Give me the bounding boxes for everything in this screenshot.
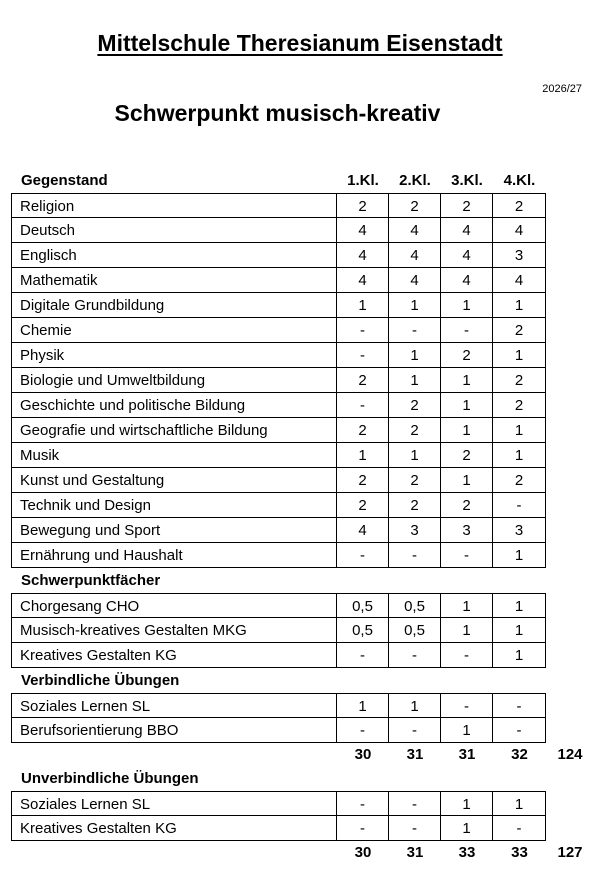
total-class-1: 30 bbox=[354, 844, 372, 861]
subject-name: Bewegung und Sport bbox=[11, 518, 337, 543]
hours-class-1: 4 bbox=[337, 218, 389, 243]
hours-class-2: 3 bbox=[389, 518, 441, 543]
hours-class-4: 3 bbox=[493, 243, 546, 268]
subject-name: Musik bbox=[11, 443, 337, 468]
hours-class-3: 1 bbox=[441, 293, 493, 318]
hours-class-3: 1 bbox=[441, 816, 493, 841]
subject-name: Digitale Grundbildung bbox=[11, 293, 337, 318]
subtotal-class-3: 31 bbox=[458, 746, 476, 763]
hours-class-3: 2 bbox=[441, 193, 493, 218]
focus-title: Schwerpunkt musisch-kreativ bbox=[114, 100, 441, 126]
hours-class-1: 4 bbox=[337, 268, 389, 293]
total-sum: 127 bbox=[557, 844, 583, 861]
hours-class-4: 2 bbox=[493, 318, 546, 343]
subject-name: Kreatives Gestalten KG bbox=[11, 643, 337, 668]
section-title: Unverbindliche Übungen bbox=[21, 770, 199, 787]
hours-class-4: 1 bbox=[493, 443, 546, 468]
hours-class-1: 1 bbox=[337, 693, 389, 718]
hours-class-1: 4 bbox=[337, 518, 389, 543]
subject-name: Mathematik bbox=[11, 268, 337, 293]
hours-class-2: 2 bbox=[389, 193, 441, 218]
hours-class-3: - bbox=[441, 318, 493, 343]
subject-name: Kreatives Gestalten KG bbox=[11, 816, 337, 841]
subject-name: Kunst und Gestaltung bbox=[11, 468, 337, 493]
total-class-3: 33 bbox=[458, 844, 476, 861]
hours-class-3: 1 bbox=[441, 468, 493, 493]
table-row bbox=[0, 318, 600, 343]
subject-name: Ernährung und Haushalt bbox=[11, 543, 337, 568]
hours-class-4: 2 bbox=[493, 193, 546, 218]
table-row bbox=[0, 418, 600, 443]
hours-class-4: 1 bbox=[493, 593, 546, 618]
hours-class-2: - bbox=[389, 718, 441, 743]
hours-class-3: 1 bbox=[441, 393, 493, 418]
hours-class-4: - bbox=[493, 693, 546, 718]
hours-class-4: 1 bbox=[493, 543, 546, 568]
hours-class-1: - bbox=[337, 318, 389, 343]
subject-name: Physik bbox=[11, 343, 337, 368]
table-row bbox=[0, 618, 600, 643]
hours-class-4: - bbox=[493, 718, 546, 743]
hours-class-3: 3 bbox=[441, 518, 493, 543]
subtotal-class-1: 30 bbox=[354, 746, 372, 763]
section-heading-mandatory bbox=[0, 668, 600, 693]
hours-class-1: - bbox=[337, 543, 389, 568]
hours-class-3: 4 bbox=[441, 243, 493, 268]
hours-class-2: 0,5 bbox=[389, 593, 441, 618]
hours-class-4: 1 bbox=[493, 293, 546, 318]
subject-name: Chemie bbox=[11, 318, 337, 343]
hours-class-2: 2 bbox=[389, 493, 441, 518]
hours-class-3: 1 bbox=[441, 368, 493, 393]
hours-class-1: 4 bbox=[337, 243, 389, 268]
header-class-3: 3.Kl. bbox=[451, 172, 483, 189]
section-title: Schwerpunktfächer bbox=[21, 572, 161, 589]
hours-class-3: 1 bbox=[441, 418, 493, 443]
hours-class-2: 1 bbox=[389, 368, 441, 393]
table-row bbox=[0, 343, 600, 368]
table-row bbox=[0, 693, 600, 718]
table-row bbox=[0, 543, 600, 568]
total-row bbox=[0, 840, 600, 865]
hours-class-1: 1 bbox=[337, 443, 389, 468]
hours-class-2: 1 bbox=[389, 693, 441, 718]
hours-class-4: - bbox=[493, 816, 546, 841]
total-class-4: 33 bbox=[511, 844, 528, 861]
subject-name: Technik und Design bbox=[11, 493, 337, 518]
table-row bbox=[0, 193, 600, 218]
hours-class-2: 2 bbox=[389, 393, 441, 418]
subtotal-class-2: 31 bbox=[406, 746, 424, 763]
hours-class-4: 2 bbox=[493, 368, 546, 393]
subject-name: Englisch bbox=[11, 243, 337, 268]
table-row bbox=[0, 518, 600, 543]
table-row bbox=[0, 493, 600, 518]
table-row bbox=[0, 393, 600, 418]
header-subject: Gegenstand bbox=[21, 172, 108, 189]
hours-class-2: - bbox=[389, 543, 441, 568]
hours-class-4: 1 bbox=[493, 418, 546, 443]
hours-class-1: 2 bbox=[337, 493, 389, 518]
hours-class-1: 2 bbox=[337, 468, 389, 493]
school-year: 2026/27 bbox=[542, 83, 582, 95]
hours-class-2: 0,5 bbox=[389, 618, 441, 643]
school-title: Mittelschule Theresianum Eisenstadt bbox=[97, 30, 503, 56]
hours-class-1: 2 bbox=[337, 368, 389, 393]
hours-class-1: - bbox=[337, 643, 389, 668]
subtotal-sum: 124 bbox=[557, 746, 583, 763]
subject-name: Musisch-kreatives Gestalten MKG bbox=[11, 618, 337, 643]
table-row bbox=[0, 243, 600, 268]
hours-class-1: - bbox=[337, 791, 389, 816]
hours-class-2: 1 bbox=[389, 293, 441, 318]
hours-class-2: - bbox=[389, 816, 441, 841]
hours-class-2: 2 bbox=[389, 468, 441, 493]
hours-class-1: 2 bbox=[337, 193, 389, 218]
subject-name: Religion bbox=[11, 193, 337, 218]
subtotal-class-4: 32 bbox=[511, 746, 528, 763]
hours-class-3: 2 bbox=[441, 493, 493, 518]
hours-class-3: - bbox=[441, 693, 493, 718]
table-row bbox=[0, 643, 600, 668]
header-class-2: 2.Kl. bbox=[399, 172, 431, 189]
hours-class-4: 1 bbox=[493, 618, 546, 643]
hours-class-4: - bbox=[493, 493, 546, 518]
hours-class-2: 4 bbox=[389, 218, 441, 243]
hours-class-4: 3 bbox=[493, 518, 546, 543]
subject-name: Geografie und wirtschaftliche Bildung bbox=[11, 418, 337, 443]
table-row bbox=[0, 268, 600, 293]
table-row bbox=[0, 791, 600, 816]
table-row bbox=[0, 218, 600, 243]
subject-name: Geschichte und politische Bildung bbox=[11, 393, 337, 418]
hours-class-1: 1 bbox=[337, 293, 389, 318]
hours-class-2: - bbox=[389, 318, 441, 343]
header-class-4: 4.Kl. bbox=[503, 172, 536, 189]
hours-class-2: 2 bbox=[389, 418, 441, 443]
hours-class-4: 1 bbox=[493, 343, 546, 368]
subject-name: Soziales Lernen SL bbox=[11, 693, 337, 718]
hours-class-3: - bbox=[441, 643, 493, 668]
table-row bbox=[0, 816, 600, 841]
subject-name: Biologie und Umweltbildung bbox=[11, 368, 337, 393]
hours-class-1: - bbox=[337, 816, 389, 841]
hours-class-4: 1 bbox=[493, 643, 546, 668]
hours-class-1: - bbox=[337, 718, 389, 743]
hours-class-4: 1 bbox=[493, 791, 546, 816]
subject-name: Deutsch bbox=[11, 218, 337, 243]
hours-class-4: 4 bbox=[493, 218, 546, 243]
hours-class-3: 2 bbox=[441, 343, 493, 368]
section-title: Verbindliche Übungen bbox=[21, 672, 180, 689]
section-heading-optional bbox=[0, 766, 600, 791]
table-row bbox=[0, 368, 600, 393]
subject-name: Chorgesang CHO bbox=[11, 593, 337, 618]
subject-name: Soziales Lernen SL bbox=[11, 791, 337, 816]
table-row bbox=[0, 293, 600, 318]
table-row bbox=[0, 468, 600, 493]
total-class-2: 31 bbox=[406, 844, 424, 861]
table-row bbox=[0, 443, 600, 468]
hours-class-3: 2 bbox=[441, 443, 493, 468]
hours-class-3: 1 bbox=[441, 593, 493, 618]
hours-class-3: 1 bbox=[441, 791, 493, 816]
hours-class-2: - bbox=[389, 791, 441, 816]
hours-class-4: 2 bbox=[493, 393, 546, 418]
hours-class-3: 1 bbox=[441, 718, 493, 743]
hours-class-2: 4 bbox=[389, 268, 441, 293]
table-header-row bbox=[0, 168, 600, 193]
hours-class-1: 0,5 bbox=[337, 618, 389, 643]
hours-class-2: 1 bbox=[389, 443, 441, 468]
hours-class-2: 1 bbox=[389, 343, 441, 368]
subtotal-row bbox=[0, 742, 600, 767]
hours-class-3: 4 bbox=[441, 218, 493, 243]
subject-name: Berufsorientierung BBO bbox=[11, 718, 337, 743]
table-row bbox=[0, 593, 600, 618]
table-row bbox=[0, 718, 600, 743]
hours-class-3: - bbox=[441, 543, 493, 568]
hours-class-3: 4 bbox=[441, 268, 493, 293]
header-class-1: 1.Kl. bbox=[347, 172, 379, 189]
hours-class-1: 2 bbox=[337, 418, 389, 443]
hours-class-1: - bbox=[337, 343, 389, 368]
hours-class-3: 1 bbox=[441, 618, 493, 643]
hours-class-1: 0,5 bbox=[337, 593, 389, 618]
hours-class-2: - bbox=[389, 643, 441, 668]
hours-class-4: 4 bbox=[493, 268, 546, 293]
section-heading-focus bbox=[0, 568, 600, 593]
hours-class-1: - bbox=[337, 393, 389, 418]
hours-class-2: 4 bbox=[389, 243, 441, 268]
hours-class-4: 2 bbox=[493, 468, 546, 493]
